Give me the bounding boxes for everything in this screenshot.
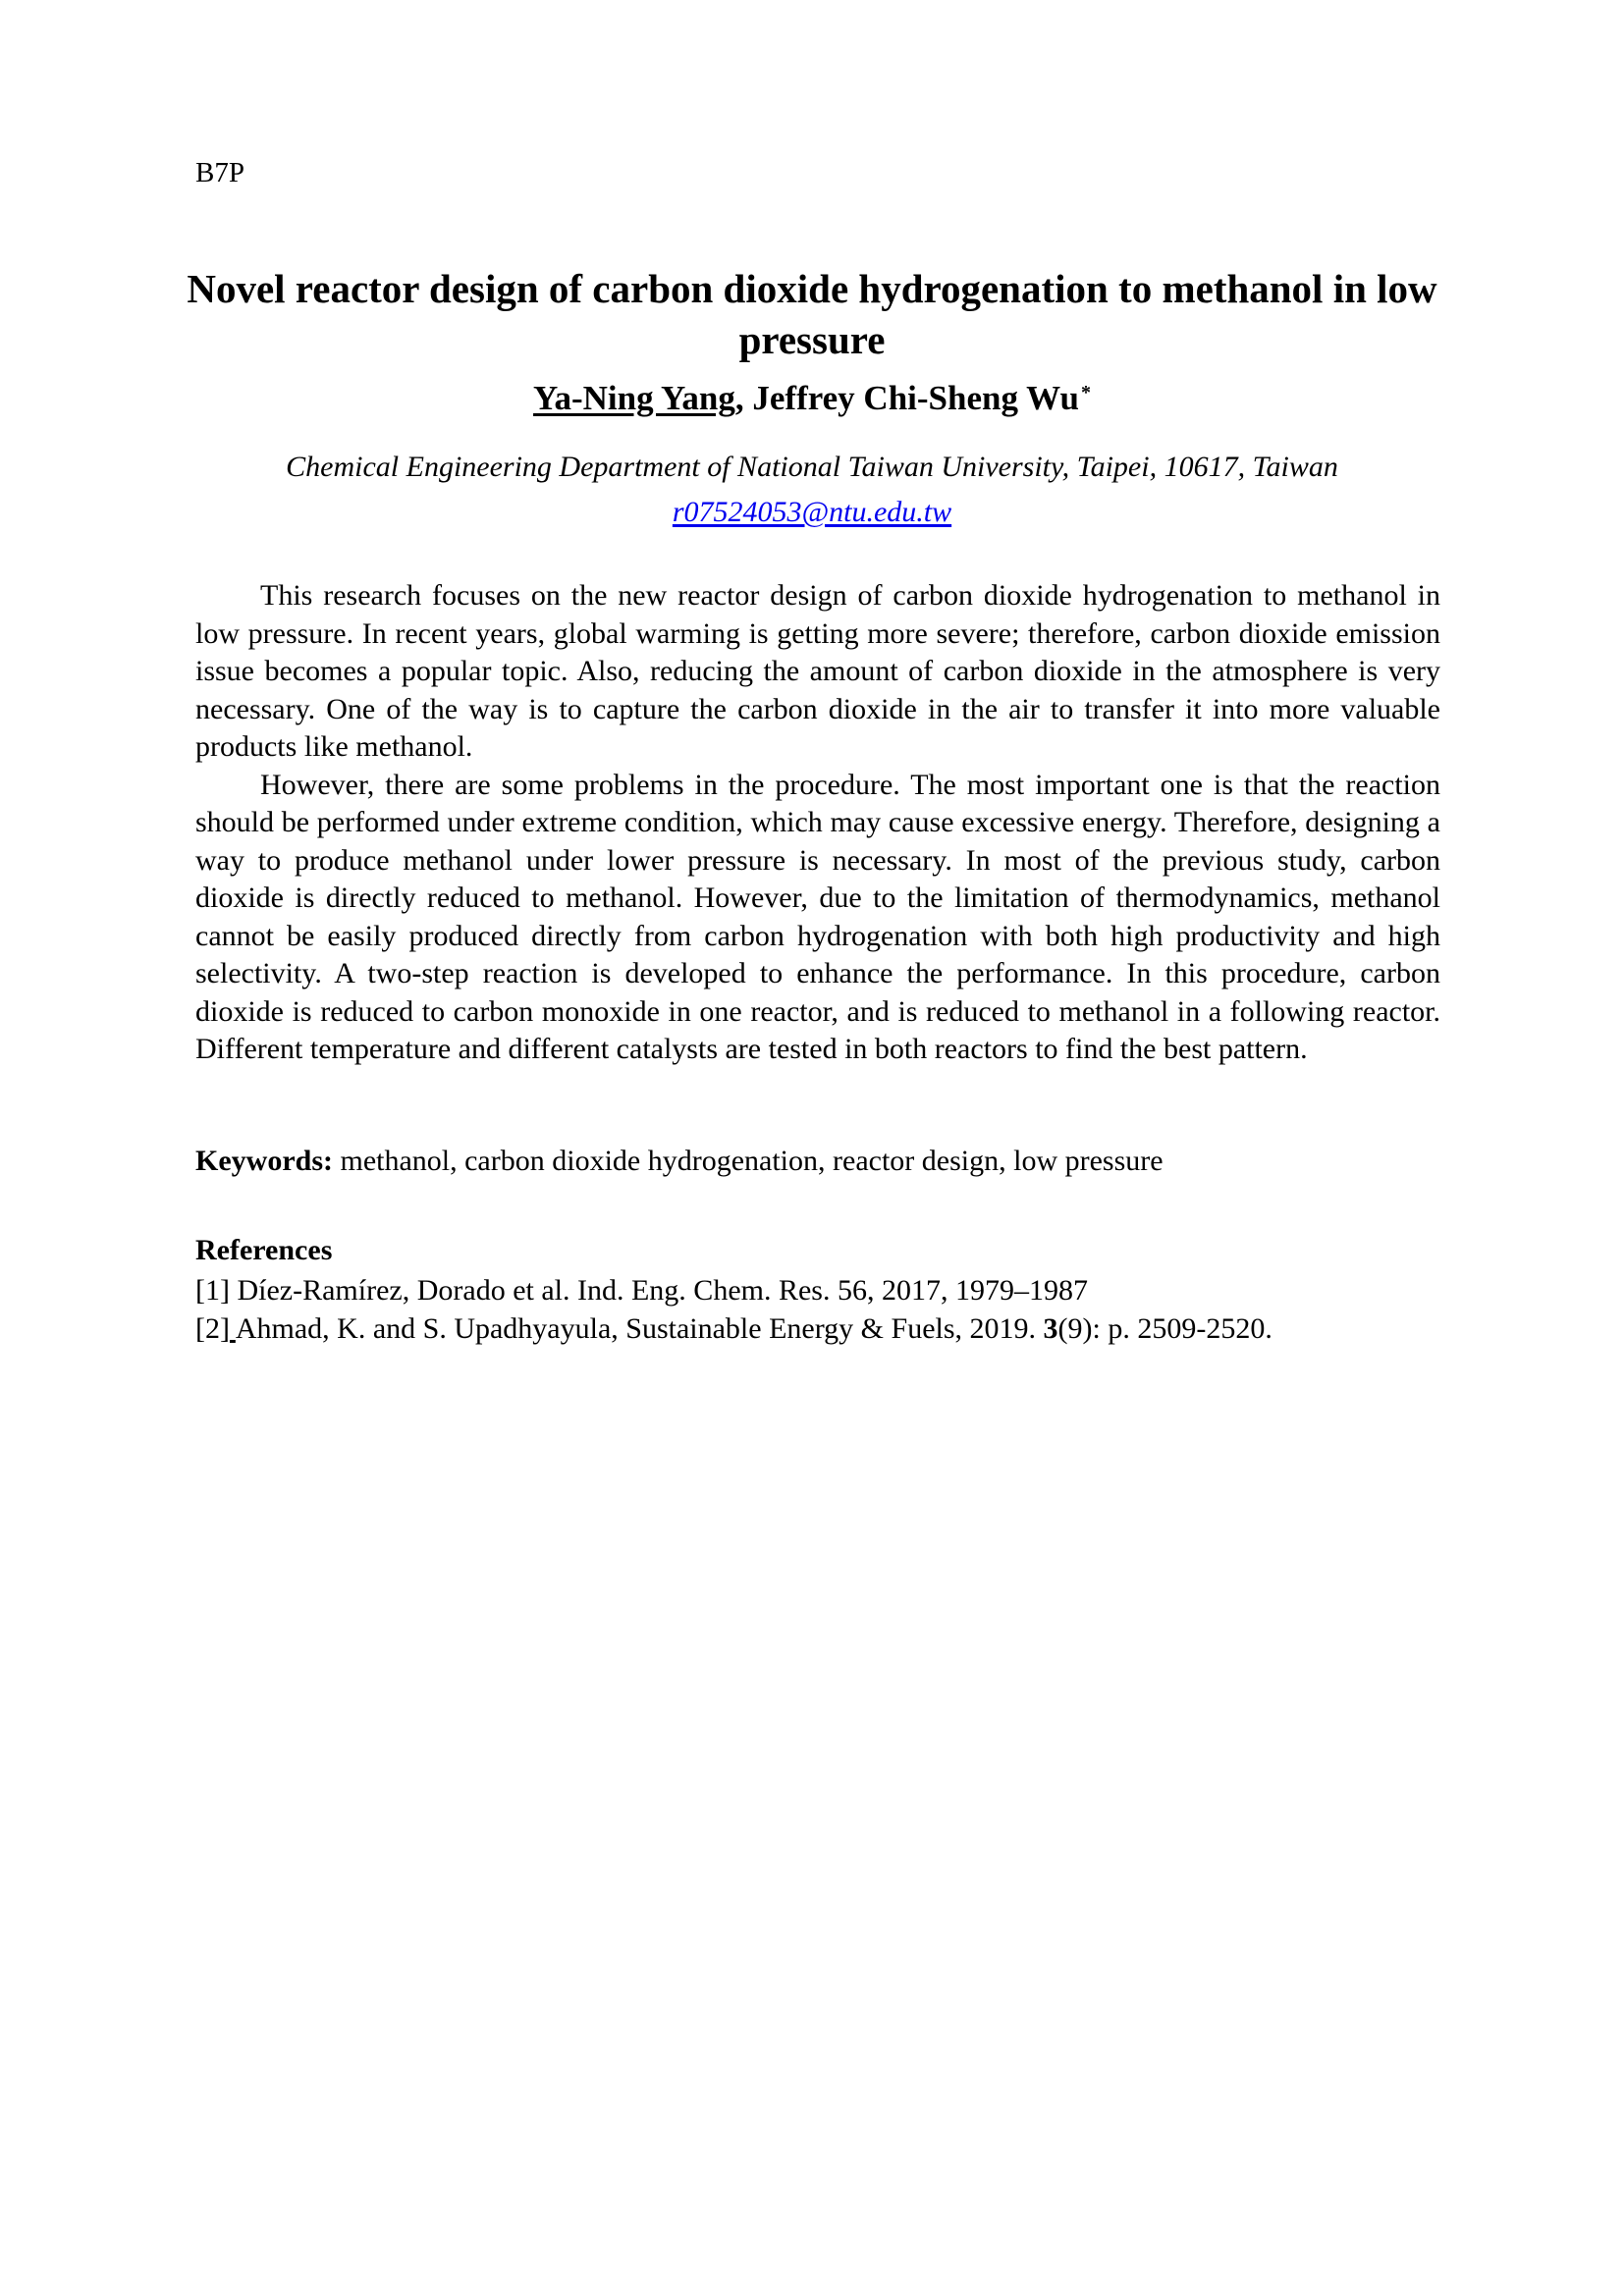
reference-item <box>195 1271 1472 1309</box>
reference-text-tail: (9): p. 2509-2520. <box>1057 1312 1272 1345</box>
keywords-line <box>195 1143 1440 1180</box>
keywords-text: methanol, carbon dioxide hydrogenation, reactor design, low pressure <box>332 1145 1164 1177</box>
keywords-label: Keywords: <box>195 1145 333 1177</box>
reference-number: [1] <box>195 1274 230 1307</box>
reference-text: Díez-Ramírez, Dorado et al. Ind. Eng. Chem. Res. 56, 2017, 1979–1987 <box>229 1274 1088 1307</box>
reference-item <box>195 1309 1472 1348</box>
corresponding-author: Jeffrey Chi-Sheng Wu <box>752 379 1079 417</box>
abstract-paragraph-1: This research focuses on the new reactor design of carbon dioxide hydrogenation to methanol in low pressure. In recent years, global warming is getting more severe; therefore, carbon dioxide emission issue becomes a popular topic. Also, reducing the amount of carbon dioxide in the atmosphere is very necessary. One of the way is to capture the carbon dioxide in the air to transfer it into more valuable products like methanol. <box>195 579 1440 763</box>
presenting-author: Ya-Ning Yang <box>533 379 735 417</box>
email-line <box>147 493 1477 532</box>
author-line <box>147 377 1477 420</box>
affiliation: Chemical Engineering Department of National Taiwan University, Taipei, 10617, Taiwan <box>286 451 1338 483</box>
reference-volume: 3 <box>1043 1312 1058 1345</box>
paper-title: Novel reactor design of carbon dioxide hydrogenation to methanol in low pressure <box>187 266 1437 362</box>
abstract-paragraph-2: However, there are some problems in the procedure. The most important one is that the reaction should be performed under extreme condition, which may cause excessive energy. Therefore, designing a way to produce methanol under lower pressure is necessary. In most of the previous study, carbon dioxide is directly reduced to methanol. However, due to the limitation of thermodynamics, methanol cannot be easily produced directly from carbon hydrogenation with both high productivity and high selectivity. A two-step reaction is developed to enhance the performance. In this procedure, carbon dioxide is reduced to carbon monoxide in one reactor, and is reduced to methanol in a following reactor. Different temperature and different catalysts are tested in both reactors to find the best pattern. <box>195 768 1440 1065</box>
references-heading: References <box>195 1234 333 1266</box>
author-separator: , <box>734 379 753 417</box>
abstract-code: B7P <box>195 157 244 188</box>
email-link[interactable]: r07524053@ntu.edu.tw <box>672 496 952 528</box>
corresponding-mark: * <box>1080 382 1091 403</box>
abstract-body <box>195 577 1440 1069</box>
reference-number: [2] <box>195 1312 230 1345</box>
reference-text: Ahmad, K. and S. Upadhyayula, Sustainable Energy & Fuels, 2019. <box>235 1312 1044 1345</box>
references-list <box>195 1271 1472 1348</box>
